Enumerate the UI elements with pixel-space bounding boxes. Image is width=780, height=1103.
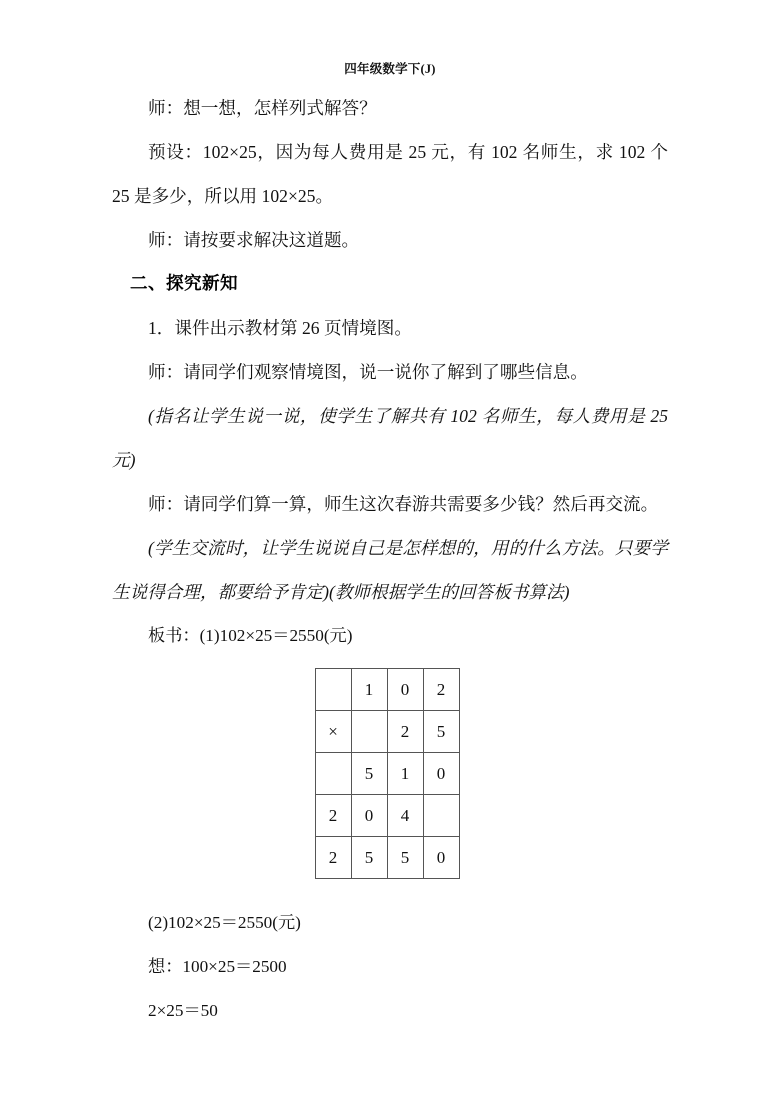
paragraph-item-1: 1．课件出示教材第 26 页情境图。 — [148, 318, 412, 338]
table-row — [315, 795, 459, 837]
section-heading-explore: 二、探究新知 — [130, 274, 238, 294]
grid-cell-operator: × — [315, 711, 351, 753]
table-row — [315, 837, 459, 879]
grid-cell: 0 — [387, 669, 423, 711]
grid-cell: 0 — [423, 753, 459, 795]
grid-cell: 1 — [351, 669, 387, 711]
paragraph-result-2: (2)102×25＝2550(元) — [148, 913, 301, 932]
grid-cell: 0 — [351, 795, 387, 837]
grid-cell: 1 — [387, 753, 423, 795]
grid-body — [315, 669, 459, 879]
paragraph-note-2: (学生交流时，让学生说说自己是怎样想的，用的什么方法。只要学生说得合理，都要给予肯定)(教师根据学生的回答板书算法) — [112, 538, 668, 602]
grid-cell: 4 — [387, 795, 423, 837]
paragraph-observe-scene: 师：请同学们观察情境图，说一说你了解到了哪些信息。 — [148, 362, 588, 382]
grid-cell: 2 — [315, 795, 351, 837]
table-row — [315, 753, 459, 795]
paragraph-board-writing: 板书：(1)102×25＝2550(元) — [148, 626, 353, 645]
paragraph-think-line-2: 2×25＝50 — [148, 1001, 218, 1020]
grid-cell — [351, 711, 387, 753]
paragraph-calculate-prompt: 师：请同学们算一算，师生这次春游共需要多少钱？然后再交流。 — [148, 494, 659, 514]
paragraph-expected-answer: 预设：102×25，因为每人费用是 25 元，有 102 名师生，求 102 个 25 是多少，所以用 102×25。 — [112, 142, 668, 206]
table-row — [315, 669, 459, 711]
paragraph-teacher-prompt: 师：想一想，怎样列式解答？ — [148, 98, 377, 118]
vertical-multiplication-grid-wrapper — [112, 668, 668, 879]
grid-cell — [315, 753, 351, 795]
page-content — [112, 0, 668, 1033]
grid-cell: 2 — [387, 711, 423, 753]
table-row — [315, 711, 459, 753]
grid-cell: 0 — [423, 837, 459, 879]
grid-cell: 5 — [351, 753, 387, 795]
paragraph-note-1: (指名让学生说一说，使学生了解共有 102 名师生，每人费用是 25 元) — [112, 406, 668, 470]
grid-cell — [423, 795, 459, 837]
grid-cell: 5 — [387, 837, 423, 879]
paragraph-think-line-1: 想：100×25＝2500 — [148, 957, 287, 976]
grid-cell — [315, 669, 351, 711]
paragraph-teacher-instruction: 师：请按要求解决这道题。 — [148, 230, 360, 250]
grid-cell: 2 — [315, 837, 351, 879]
running-head: 四年级数学下(J) — [344, 62, 436, 76]
vertical-multiplication-grid — [315, 668, 460, 879]
grid-cell: 2 — [423, 669, 459, 711]
grid-cell: 5 — [423, 711, 459, 753]
grid-cell: 5 — [351, 837, 387, 879]
